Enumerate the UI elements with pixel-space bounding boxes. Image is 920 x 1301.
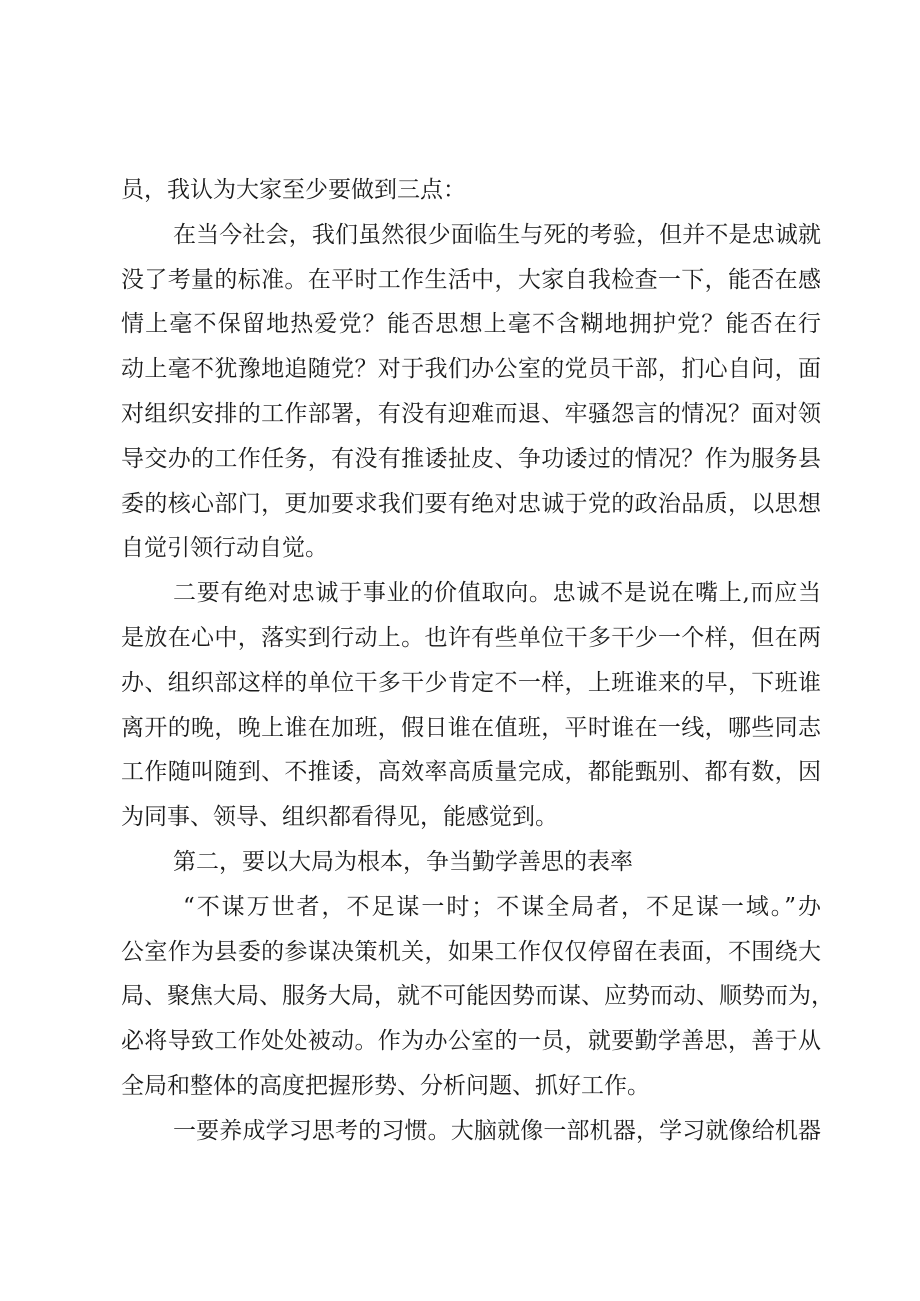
- text-line: 员，我认为大家至少要做到三点：: [121, 177, 466, 203]
- text-line: 局、聚焦大局、服务大局，就不可能因势而谋、应势而动、顺势而为，: [121, 983, 834, 1010]
- paragraph-start-line: 在当今社会，我们虽然很少面临生与死的考验，但并不是忠诚就: [173, 221, 821, 248]
- text-line: 必将导致工作处处被动。作为办公室的一员，就要勤学善思，善于从: [121, 1028, 821, 1055]
- paragraph-start-line: 二要有绝对忠诚于事业的价值取向。忠诚不是说在嘴上,而应当: [173, 580, 821, 607]
- text-line: 委的核心部门，更加要求我们要有绝对忠诚于党的政治品质，以思想: [121, 490, 821, 517]
- text-line: 情上毫不保留地热爱党？能否思想上毫不含糊地拥护党？能否在行: [121, 311, 821, 338]
- text-line: 全局和整体的高度把握形势、分析问题、抓好工作。: [121, 1072, 650, 1099]
- text-line: 动上毫不犹豫地追随党？对于我们办公室的党员干部，扪心自问，面: [121, 356, 821, 383]
- text-line: 工作随叫随到、不推诿，高效率高质量完成，都能甄别、都有数，因: [121, 759, 821, 786]
- text-line: 自觉引领行动自觉。: [121, 535, 328, 562]
- paragraph-start-line: 一要养成学习思考的习惯。大脑就像一部机器，学习就像给机器: [173, 1117, 821, 1144]
- text-line: 公室作为县委的参谋决策机关，如果工作仅仅停留在表面，不围绕大: [121, 938, 821, 965]
- text-line: 办、组织部这样的单位干多干少肯定不一样，上班谁来的早，下班谁: [121, 669, 821, 696]
- text-line: 对组织安排的工作部署，有没有迎难而退、牢骚怨言的情况？面对领: [121, 400, 821, 427]
- text-line: 是放在心中，落实到行动上。也许有些单位干多干少一个样，但在两: [121, 624, 821, 651]
- section-heading: 第二，要以大局为根本，争当勤学善思的表率: [173, 848, 633, 875]
- document-body: [121, 168, 834, 1154]
- text-line: 为同事、领导、组织都看得见，能感觉到。: [121, 804, 558, 831]
- text-line: 离开的晚，晚上谁在加班，假日谁在值班，平时谁在一线，哪些同志: [121, 714, 821, 741]
- text-line: 没了考量的标准。在平时工作生活中，大家自我检查一下，能否在感: [121, 266, 821, 293]
- paragraph-start-line: “不谋万世者，不足谋一时；不谋全局者，不足谋一域。”办: [183, 893, 821, 920]
- text-line: 导交办的工作任务，有没有推诿扯皮、争功诿过的情况？作为服务县: [121, 445, 821, 472]
